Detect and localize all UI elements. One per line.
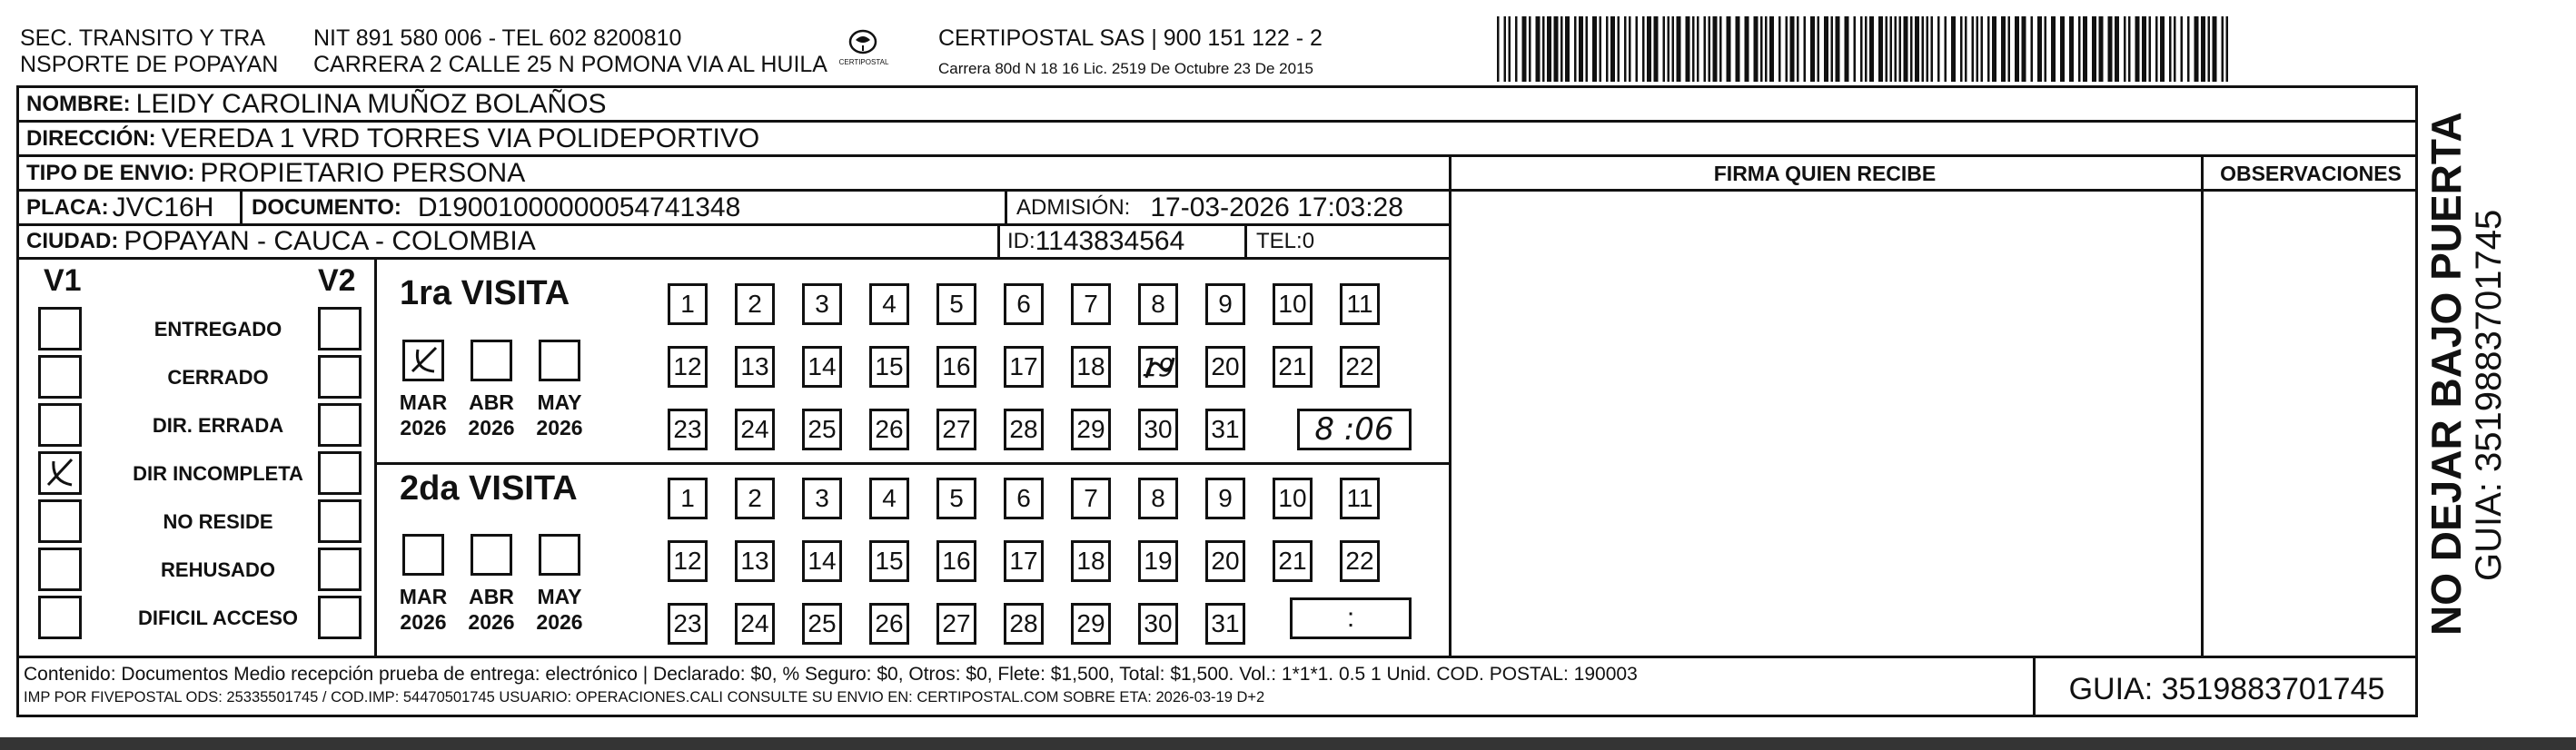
day-number: 24 bbox=[740, 415, 769, 443]
row-direccion bbox=[16, 120, 2418, 154]
day-number: 26 bbox=[875, 609, 904, 637]
day-box[interactable] bbox=[668, 478, 708, 519]
id-cell bbox=[1000, 226, 1247, 257]
side-warning: NO DEJAR BAJO PUERTA bbox=[2422, 112, 2470, 636]
day-box[interactable] bbox=[1205, 283, 1245, 325]
day-box[interactable] bbox=[869, 346, 909, 388]
day-number: 21 bbox=[1278, 352, 1307, 380]
v1-checkbox[interactable] bbox=[38, 596, 82, 639]
day-box[interactable] bbox=[1004, 478, 1044, 519]
nombre-value: LEIDY CAROLINA MUÑOZ BOLAÑOS bbox=[135, 88, 607, 119]
day-box[interactable] bbox=[869, 283, 909, 325]
day-box[interactable] bbox=[1138, 478, 1178, 519]
day-box[interactable] bbox=[735, 346, 775, 388]
day-box[interactable] bbox=[1340, 540, 1380, 582]
day-number: 6 bbox=[1016, 484, 1031, 512]
id-value: 1143834564 bbox=[1035, 226, 1185, 256]
day-box[interactable] bbox=[936, 283, 976, 325]
month-name: MAY bbox=[537, 390, 582, 414]
day-box[interactable] bbox=[802, 603, 842, 645]
month-checkbox[interactable] bbox=[471, 340, 512, 381]
company-info bbox=[938, 25, 1323, 82]
day-box[interactable] bbox=[802, 540, 842, 582]
day-box[interactable] bbox=[936, 540, 976, 582]
v2-checkbox[interactable] bbox=[318, 307, 362, 350]
day-number: 13 bbox=[740, 547, 769, 575]
v1-checkbox[interactable] bbox=[38, 451, 82, 495]
day-number: 12 bbox=[673, 352, 702, 380]
month-name: MAY bbox=[537, 585, 582, 608]
month-checkbox[interactable] bbox=[471, 534, 512, 576]
tel-value: 0 bbox=[1302, 229, 1315, 253]
day-box[interactable] bbox=[1138, 283, 1178, 325]
day-number: 28 bbox=[1009, 415, 1038, 443]
day-number: 23 bbox=[673, 415, 702, 443]
day-number: 17 bbox=[1009, 547, 1038, 575]
day-number: 8 bbox=[1151, 290, 1165, 318]
day-box[interactable] bbox=[869, 540, 909, 582]
day-box[interactable] bbox=[1071, 409, 1111, 450]
month-year: 2026 bbox=[536, 610, 583, 634]
visit1-time[interactable]: 8 :06 bbox=[1297, 409, 1412, 450]
status-label: DIR. ERRADA bbox=[152, 414, 284, 437]
day-number: 31 bbox=[1211, 415, 1240, 443]
status-label: DIR INCOMPLETA bbox=[133, 462, 303, 485]
placa-label: PLACA: bbox=[26, 194, 109, 220]
status-label: REHUSADO bbox=[161, 558, 275, 581]
nombre-label: NOMBRE: bbox=[26, 91, 131, 116]
day-number: 25 bbox=[807, 609, 837, 637]
visit2-title: 2da VISITA bbox=[400, 469, 578, 508]
status-label: CERRADO bbox=[167, 366, 269, 389]
day-number: 6 bbox=[1016, 290, 1031, 318]
v2-header: V2 bbox=[318, 263, 356, 298]
observaciones-header: OBSERVACIONES bbox=[2220, 162, 2402, 185]
day-box[interactable] bbox=[1004, 540, 1044, 582]
status-label: ENTREGADO bbox=[154, 318, 282, 340]
month-label bbox=[528, 584, 591, 635]
day-box[interactable] bbox=[735, 540, 775, 582]
day-box[interactable] bbox=[1138, 409, 1178, 450]
tel-label: TEL: bbox=[1256, 229, 1303, 253]
admision-label: ADMISIÓN: bbox=[1016, 194, 1131, 220]
day-scribble-icon bbox=[1143, 350, 1175, 390]
check-mark-icon bbox=[41, 454, 79, 492]
day-box[interactable] bbox=[1273, 478, 1313, 519]
firma-header: FIRMA QUIEN RECIBE bbox=[1713, 162, 1937, 185]
day-number: 3 bbox=[815, 484, 829, 512]
day-box[interactable] bbox=[936, 478, 976, 519]
status-label: DIFICIL ACCESO bbox=[137, 607, 298, 629]
visits-divider bbox=[374, 462, 1451, 465]
day-number: 31 bbox=[1211, 609, 1240, 637]
row-nombre bbox=[16, 85, 2418, 120]
check-mark-icon bbox=[405, 342, 441, 379]
day-number: 12 bbox=[673, 547, 702, 575]
ciudad-cell bbox=[19, 226, 1000, 257]
day-box[interactable] bbox=[1273, 283, 1313, 325]
day-box[interactable] bbox=[735, 478, 775, 519]
day-number: 29 bbox=[1076, 609, 1105, 637]
sender-address: CARRERA 2 CALLE 25 N POMONA VIA AL HUILA bbox=[313, 52, 827, 77]
day-box[interactable] bbox=[936, 346, 976, 388]
day-box[interactable] bbox=[1004, 283, 1044, 325]
day-number: 11 bbox=[1346, 484, 1373, 512]
month-name: ABR bbox=[469, 390, 514, 414]
day-number: 1 bbox=[680, 484, 695, 512]
day-number: 13 bbox=[740, 352, 769, 380]
day-box[interactable] bbox=[802, 478, 842, 519]
month-label bbox=[460, 584, 523, 635]
day-box[interactable] bbox=[1071, 540, 1111, 582]
day-number: 30 bbox=[1144, 609, 1173, 637]
v2-checkbox[interactable] bbox=[318, 548, 362, 591]
signature-area bbox=[1449, 154, 2418, 658]
day-number: 10 bbox=[1278, 290, 1307, 318]
month-year: 2026 bbox=[400, 610, 447, 634]
visit1-title: 1ra VISITA bbox=[400, 274, 570, 312]
day-box[interactable] bbox=[1071, 283, 1111, 325]
day-box[interactable] bbox=[735, 409, 775, 450]
tipo-label: TIPO DE ENVIO: bbox=[26, 160, 195, 185]
day-number: 15 bbox=[875, 547, 904, 575]
day-box[interactable] bbox=[668, 603, 708, 645]
day-number: 19 bbox=[1142, 351, 1174, 382]
barcode bbox=[1497, 16, 2233, 82]
v1-checkbox[interactable] bbox=[38, 548, 82, 591]
day-box[interactable] bbox=[1138, 540, 1178, 582]
id-label: ID: bbox=[1007, 229, 1035, 253]
v1-checkbox[interactable] bbox=[38, 355, 82, 399]
day-number: 4 bbox=[882, 484, 897, 512]
tipo-value: PROPIETARIO PERSONA bbox=[200, 157, 526, 188]
day-number: 9 bbox=[1218, 484, 1233, 512]
month-name: MAR bbox=[399, 390, 448, 414]
day-box[interactable] bbox=[735, 283, 775, 325]
v1-checkbox[interactable] bbox=[38, 499, 82, 543]
row-tipo bbox=[16, 154, 1451, 189]
day-box[interactable] bbox=[802, 283, 842, 325]
day-number: 11 bbox=[1346, 290, 1373, 318]
day-box[interactable] bbox=[1071, 478, 1111, 519]
day-box[interactable] bbox=[802, 409, 842, 450]
footer-line1: Contenido: Documentos Medio recepción prueba de entrega: electrónico | Declarado: $0, % Seguro: $0, Otros: $0, Flete: $1,500, Total: $1,500. Vol.: 1*1*1. 0.5 1 Unid. COD. POSTAL: 190003 bbox=[24, 664, 1638, 685]
day-box[interactable] bbox=[1004, 603, 1044, 645]
day-number: 15 bbox=[875, 352, 904, 380]
day-box[interactable] bbox=[936, 603, 976, 645]
day-number: 24 bbox=[740, 609, 769, 637]
direccion-label: DIRECCIÓN: bbox=[26, 125, 156, 151]
month-label bbox=[460, 390, 523, 440]
day-box[interactable] bbox=[668, 283, 708, 325]
day-box[interactable] bbox=[1340, 478, 1380, 519]
month-label bbox=[391, 390, 455, 440]
day-box[interactable] bbox=[802, 346, 842, 388]
obs-divider bbox=[2201, 154, 2204, 658]
day-number: 20 bbox=[1211, 547, 1240, 575]
signature-header-divider bbox=[1449, 189, 2418, 192]
sender-line2: NSPORTE DE POPAYAN bbox=[20, 52, 279, 77]
admision-value: 17-03-2026 17:03:28 bbox=[1150, 192, 1403, 222]
day-number: 7 bbox=[1084, 484, 1098, 512]
day-box[interactable] bbox=[936, 409, 976, 450]
day-number: 27 bbox=[942, 609, 971, 637]
sender-nit: NIT 891 580 006 - TEL 602 8200810 bbox=[313, 25, 682, 51]
day-number: 29 bbox=[1076, 415, 1105, 443]
v1-checkbox[interactable] bbox=[38, 403, 82, 447]
month-checkbox[interactable] bbox=[402, 340, 444, 381]
day-number: 27 bbox=[942, 415, 971, 443]
month-label bbox=[528, 390, 591, 440]
day-number: 4 bbox=[882, 290, 897, 318]
day-box[interactable] bbox=[1273, 540, 1313, 582]
placa-cell bbox=[19, 192, 243, 223]
day-box[interactable] bbox=[869, 478, 909, 519]
direccion-value: VEREDA 1 VRD TORRES VIA POLIDEPORTIVO bbox=[161, 123, 760, 153]
documento-value: D19001000000054741348 bbox=[417, 192, 741, 222]
day-box[interactable] bbox=[869, 409, 909, 450]
day-number: 14 bbox=[807, 352, 837, 380]
day-number: 17 bbox=[1009, 352, 1038, 380]
day-number: 10 bbox=[1278, 484, 1307, 512]
month-label bbox=[391, 584, 455, 635]
day-box[interactable] bbox=[1071, 603, 1111, 645]
tel-cell bbox=[1247, 229, 1314, 254]
day-number: 18 bbox=[1076, 547, 1105, 575]
month-checkbox[interactable] bbox=[539, 340, 580, 381]
v1-checkbox[interactable] bbox=[38, 307, 82, 350]
day-number: 26 bbox=[875, 415, 904, 443]
sender-info bbox=[313, 25, 827, 78]
v2-checkbox[interactable] bbox=[318, 499, 362, 543]
day-number: 1 bbox=[680, 290, 695, 318]
day-number: 5 bbox=[949, 290, 964, 318]
documento-cell bbox=[243, 192, 1007, 223]
day-box[interactable] bbox=[668, 346, 708, 388]
day-number: 22 bbox=[1345, 547, 1374, 575]
ciudad-value: POPAYAN - CAUCA - COLOMBIA bbox=[124, 226, 536, 256]
footer-guia: GUIA: 3519883701745 bbox=[2068, 672, 2385, 706]
day-box[interactable] bbox=[1205, 346, 1245, 388]
day-box[interactable] bbox=[1205, 540, 1245, 582]
day-box[interactable] bbox=[735, 603, 775, 645]
day-number: 16 bbox=[942, 547, 971, 575]
day-number: 5 bbox=[949, 484, 964, 512]
day-number: 2 bbox=[748, 290, 762, 318]
day-number: 3 bbox=[815, 290, 829, 318]
v2-checkbox[interactable] bbox=[318, 451, 362, 495]
day-number: 22 bbox=[1345, 352, 1374, 380]
day-number: 28 bbox=[1009, 609, 1038, 637]
day-number: 9 bbox=[1218, 290, 1233, 318]
v2-checkbox[interactable] bbox=[318, 596, 362, 639]
day-number: 16 bbox=[942, 352, 971, 380]
month-checkbox[interactable] bbox=[402, 534, 444, 576]
v1-header: V1 bbox=[44, 263, 82, 298]
status-divider bbox=[374, 260, 377, 658]
sender-block bbox=[20, 25, 278, 78]
company-license: Carrera 80d N 18 16 Lic. 2519 De Octubre 23 De 2015 bbox=[938, 60, 1313, 77]
status-label: NO RESIDE bbox=[163, 510, 273, 533]
day-box[interactable] bbox=[668, 409, 708, 450]
day-box[interactable] bbox=[1273, 346, 1313, 388]
certipostal-logo bbox=[836, 25, 890, 71]
month-year: 2026 bbox=[536, 416, 583, 439]
day-number: 14 bbox=[807, 547, 837, 575]
day-box[interactable] bbox=[869, 603, 909, 645]
month-year: 2026 bbox=[400, 416, 447, 439]
day-box[interactable] bbox=[1340, 283, 1380, 325]
day-box[interactable] bbox=[1340, 346, 1380, 388]
day-number: 2 bbox=[748, 484, 762, 512]
day-number: 7 bbox=[1084, 290, 1098, 318]
day-number: 30 bbox=[1144, 415, 1173, 443]
v2-checkbox[interactable] bbox=[318, 355, 362, 399]
day-box[interactable] bbox=[668, 540, 708, 582]
logo-text: CERTIPOSTAL bbox=[838, 58, 889, 66]
sender-line1: SEC. TRANSITO Y TRA bbox=[20, 25, 265, 51]
row-placa bbox=[16, 189, 1451, 223]
bottom-edge bbox=[0, 737, 2576, 750]
month-year: 2026 bbox=[468, 416, 515, 439]
side-guia: GUIA: 3519883701745 bbox=[2469, 209, 2509, 581]
day-box[interactable] bbox=[1071, 346, 1111, 388]
day-box[interactable] bbox=[1004, 346, 1044, 388]
day-box[interactable] bbox=[1205, 478, 1245, 519]
ciudad-label: CIUDAD: bbox=[26, 229, 119, 253]
admision-cell bbox=[1007, 192, 1403, 223]
visit2-time[interactable]: : bbox=[1290, 597, 1412, 639]
day-number: 20 bbox=[1211, 352, 1240, 380]
day-box[interactable] bbox=[1138, 346, 1178, 388]
month-year: 2026 bbox=[468, 610, 515, 634]
day-number: 19 bbox=[1144, 547, 1173, 575]
footer-line2: IMP POR FIVEPOSTAL ODS: 25335501745 / COD.IMP: 54470501745 USUARIO: OPERACIONES.CALI CONSULTE SU ENVIO EN: CERTIPOSTAL.COM SOBRE ETA: 2026-03-19 D+2 bbox=[24, 689, 1265, 706]
month-checkbox[interactable] bbox=[539, 534, 580, 576]
day-number: 18 bbox=[1076, 352, 1105, 380]
placa-value: JVC16H bbox=[112, 192, 214, 222]
row-ciudad bbox=[16, 223, 1451, 260]
day-number: 25 bbox=[807, 415, 837, 443]
v2-checkbox[interactable] bbox=[318, 403, 362, 447]
documento-label: DOCUMENTO: bbox=[252, 194, 401, 220]
day-number: 21 bbox=[1278, 547, 1307, 575]
company-name: CERTIPOSTAL SAS | 900 151 122 - 2 bbox=[938, 25, 1323, 51]
day-box[interactable] bbox=[1205, 603, 1245, 645]
day-number: 8 bbox=[1151, 484, 1165, 512]
day-box[interactable] bbox=[1205, 409, 1245, 450]
barcode-icon bbox=[1497, 16, 2233, 82]
month-name: ABR bbox=[469, 585, 514, 608]
day-box[interactable] bbox=[1138, 603, 1178, 645]
day-box[interactable] bbox=[1004, 409, 1044, 450]
month-name: MAR bbox=[399, 585, 448, 608]
day-number: 23 bbox=[673, 609, 702, 637]
